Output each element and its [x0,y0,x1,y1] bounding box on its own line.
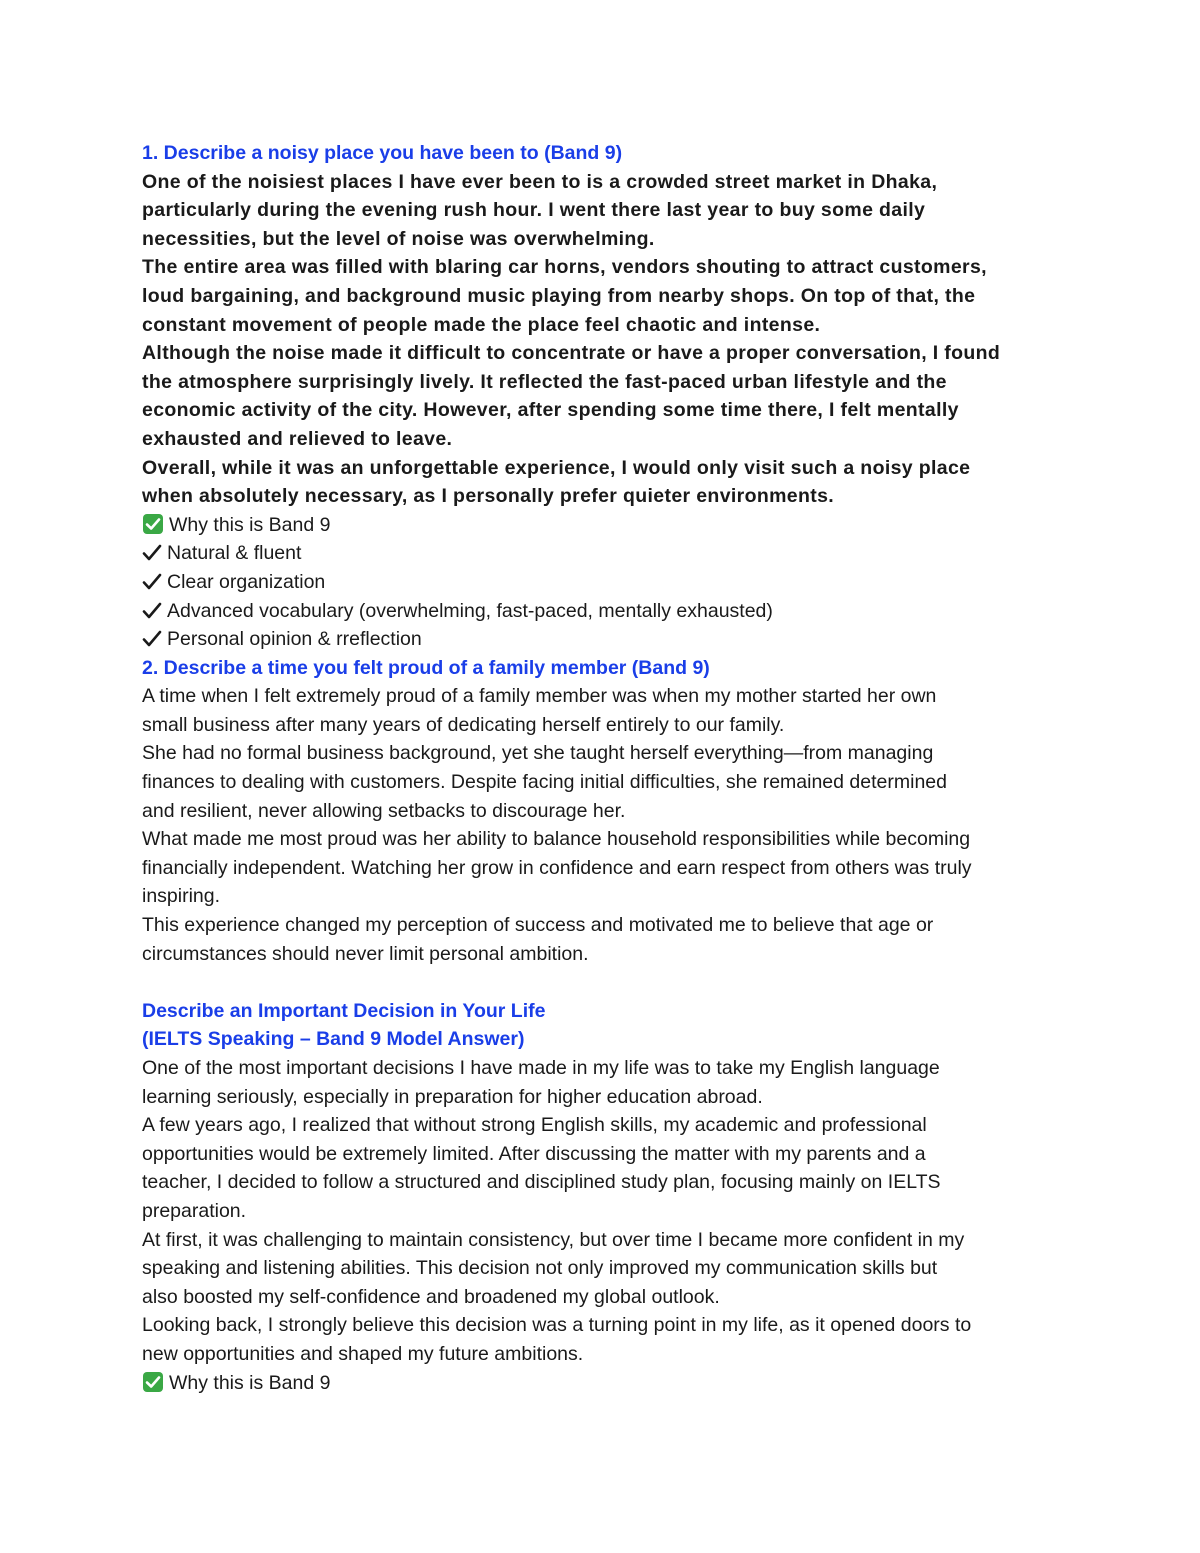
section-2-line: What made me most proud was her ability to balance household responsibilities while becoming [142,828,971,851]
section-1-line: One of the noisiest places I have ever been to is a crowded street market in Dhaka, [142,170,938,193]
section-2-line: small business after many years of dedicating herself entirely to our family. [142,713,785,736]
section-2-line: and resilient, never allowing setbacks to discourage her. [142,799,626,822]
reason-item [142,597,1067,626]
section-1-answer [142,168,1067,511]
section-1-line: constant movement of people made the place feel chaotic and intense. [142,313,821,336]
checkmark-icon [142,543,162,563]
section-3-line: speaking and listening abilities. This decision not only improved my communication skills but [142,1257,938,1280]
section-1-line: the atmosphere surprisingly lively. It reflected the fast-paced urban lifestyle and the [142,370,947,393]
section-1-heading: 1. Describe a noisy place you have been to (Band 9) [142,142,623,164]
check-box-icon [142,513,164,535]
checkmark-icon [142,572,162,592]
section-2-line: finances to dealing with customers. Despite facing initial difficulties, she remained determined [142,771,947,794]
why-band-9-text: Why this is Band 9 [169,1371,331,1394]
section-1-line: Overall, while it was an unforgettable experience, I would only visit such a noisy place [142,456,971,479]
section-2-line: financially independent. Watching her grow in confidence and earn respect from others was truly [142,856,972,879]
section-3-line: One of the most important decisions I have made in my life was to take my English language [142,1057,940,1079]
section-2-line: circumstances should never limit personal ambition. [142,942,589,965]
section-1-line: loud bargaining, and background music playing from nearby shops. On top of that, the [142,284,976,307]
section-3-line: At first, it was challenging to maintain consistency, but over time I became more confident in my [142,1228,965,1251]
reason-item [142,539,1067,568]
reason-text: Clear organization [167,570,326,593]
section-2-answer [142,682,1067,968]
section-1-line: when absolutely necessary, as I personally prefer quieter environments. [142,485,835,508]
reason-text: Advanced vocabulary (overwhelming, fast-paced, mentally exhausted) [167,599,773,622]
section-2-line: A time when I felt extremely proud of a family member was when my mother started her own [142,685,937,708]
section-1-line: economic activity of the city. However, after spending some time there, I felt mentally [142,399,959,422]
reason-text: Natural & fluent [167,542,302,565]
why-band-9-text: Why this is Band 9 [169,513,331,536]
why-band-9-label [142,1369,1067,1398]
checkmark-icon [142,601,162,621]
section-3-line: learning seriously, especially in preparation for higher education abroad. [142,1085,763,1108]
section-3-line: new opportunities and shaped my future ambitions. [142,1342,584,1365]
check-box-icon [142,1371,164,1393]
section-1-line: particularly during the evening rush hour. I went there last year to buy some daily [142,199,926,222]
document-page [142,139,1067,1397]
section-3-answer [142,1054,1067,1369]
section-3-line: teacher, I decided to follow a structured and disciplined study plan, focusing mainly on IELTS [142,1171,941,1194]
section-1-line: The entire area was filled with blaring car horns, vendors shouting to attract customers, [142,256,987,279]
section-3-heading: Describe an Important Decision in Your Life [142,999,546,1022]
section-3-line: opportunities would be extremely limited. After discussing the matter with my parents and a [142,1142,926,1165]
reason-text: Personal opinion & rreflection [167,628,422,651]
section-1-line: Although the noise made it difficult to concentrate or have a proper conversation, I found [142,342,1001,365]
section-3-subheading: (IELTS Speaking – Band 9 Model Answer) [142,1028,525,1051]
section-3-line: also boosted my self-confidence and broadened my global outlook. [142,1285,720,1308]
section-2-line: She had no formal business background, yet she taught herself everything—from managing [142,742,934,765]
reason-item [142,625,1067,654]
section-3-line: A few years ago, I realized that without strong English skills, my academic and professional [142,1114,927,1137]
reason-item [142,568,1067,597]
section-2-line: inspiring. [142,885,221,908]
section-2-line: This experience changed my perception of success and motivated me to believe that age or [142,914,934,937]
section-2-heading: 2. Describe a time you felt proud of a family member (Band 9) [142,656,710,679]
blank-line [142,968,1067,997]
section-1-line: exhausted and relieved to leave. [142,427,453,450]
section-3-line: preparation. [142,1199,247,1222]
why-band-9-label [142,511,1067,540]
section-1-line: necessities, but the level of noise was overwhelming. [142,227,655,250]
checkmark-icon [142,629,162,649]
section-3-line: Looking back, I strongly believe this decision was a turning point in my life, as it opened doors to [142,1314,972,1337]
